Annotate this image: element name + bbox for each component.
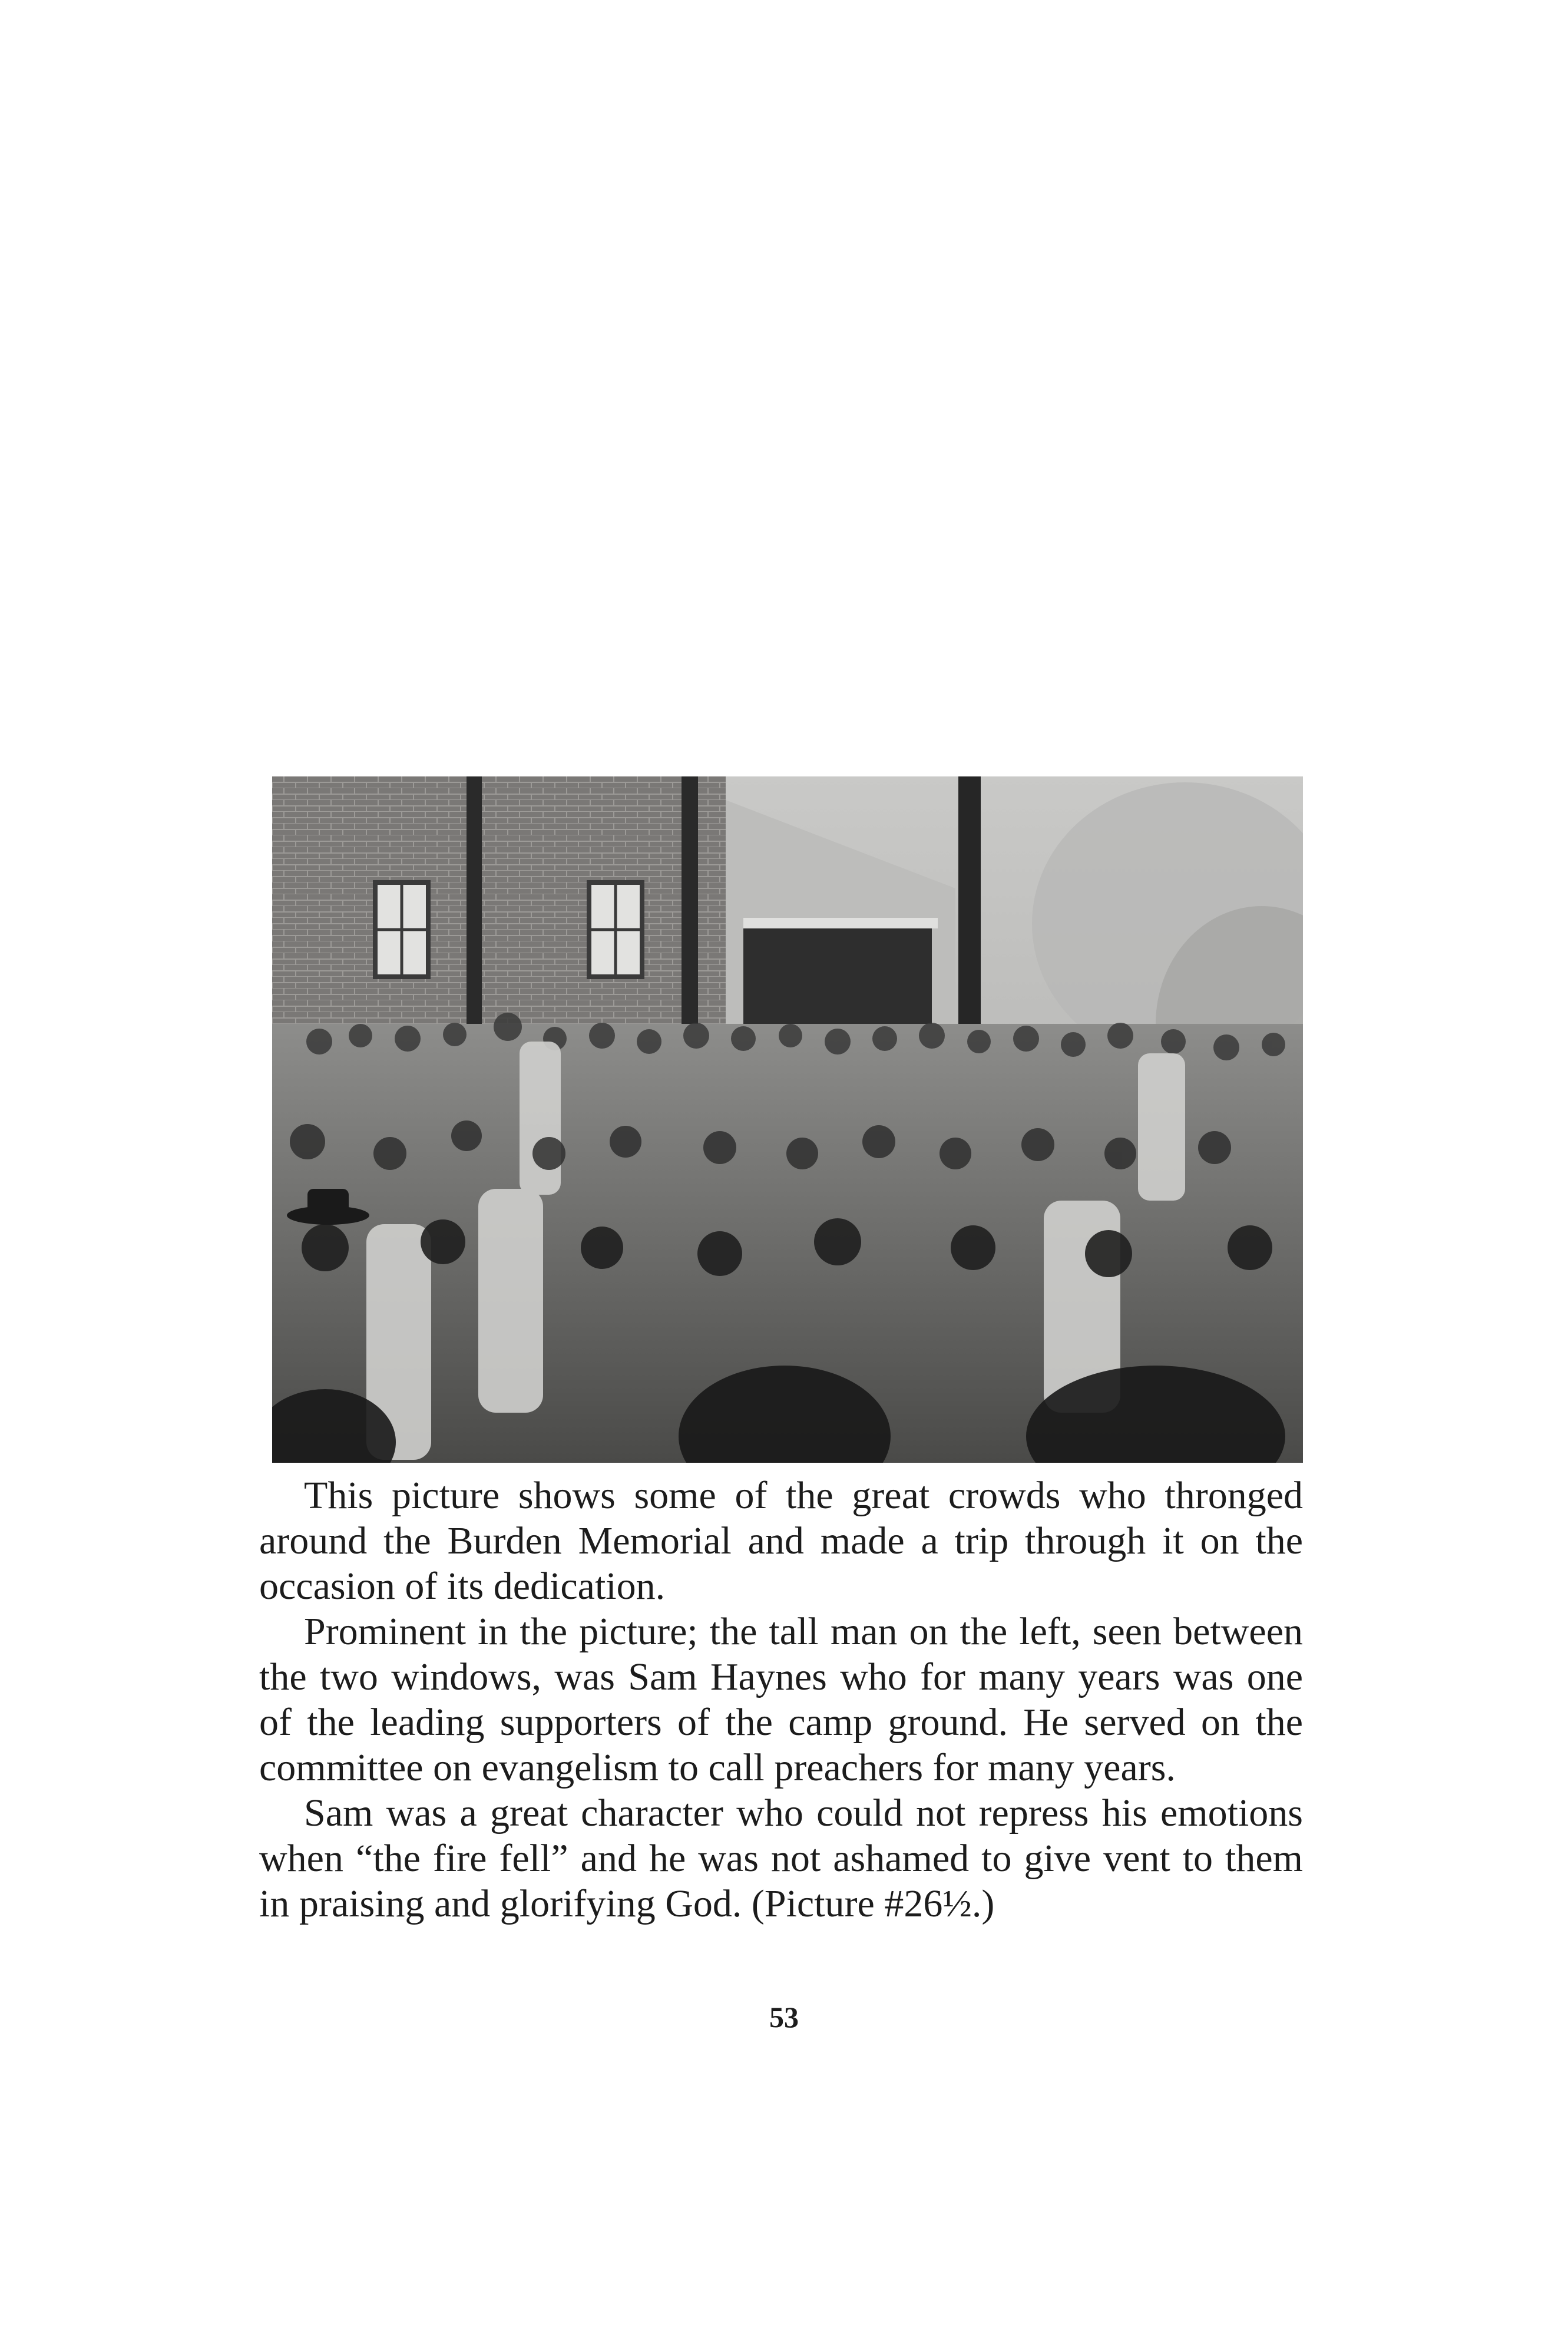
caption-paragraph-2: Prominent in the picture; the tall man on the left, seen between the two windows, was Sam Haynes who for many years was one of the leading supporters of the camp ground. He served on the committee on evangelism to call preachers for many years. [259, 1610, 1303, 1789]
caption-paragraph-3: Sam was a great character who could not repress his emotions when “the fire fell” and he was not ashamed to give vent to them in praising and glorifying God. (Picture #26½.) [259, 1791, 1303, 1925]
caption-paragraph-1: This picture shows some of the great crowds who thronged around the Burden Memorial and made a trip through it on the occasion of its dedication. [259, 1474, 1303, 1608]
window-left [375, 882, 428, 977]
page-number: 53 [769, 2001, 799, 2034]
crowd-photograph [272, 776, 1303, 1463]
crowd-photograph-drawing [272, 776, 1303, 1463]
window-right [589, 882, 642, 977]
photo-caption [259, 1473, 1303, 1926]
